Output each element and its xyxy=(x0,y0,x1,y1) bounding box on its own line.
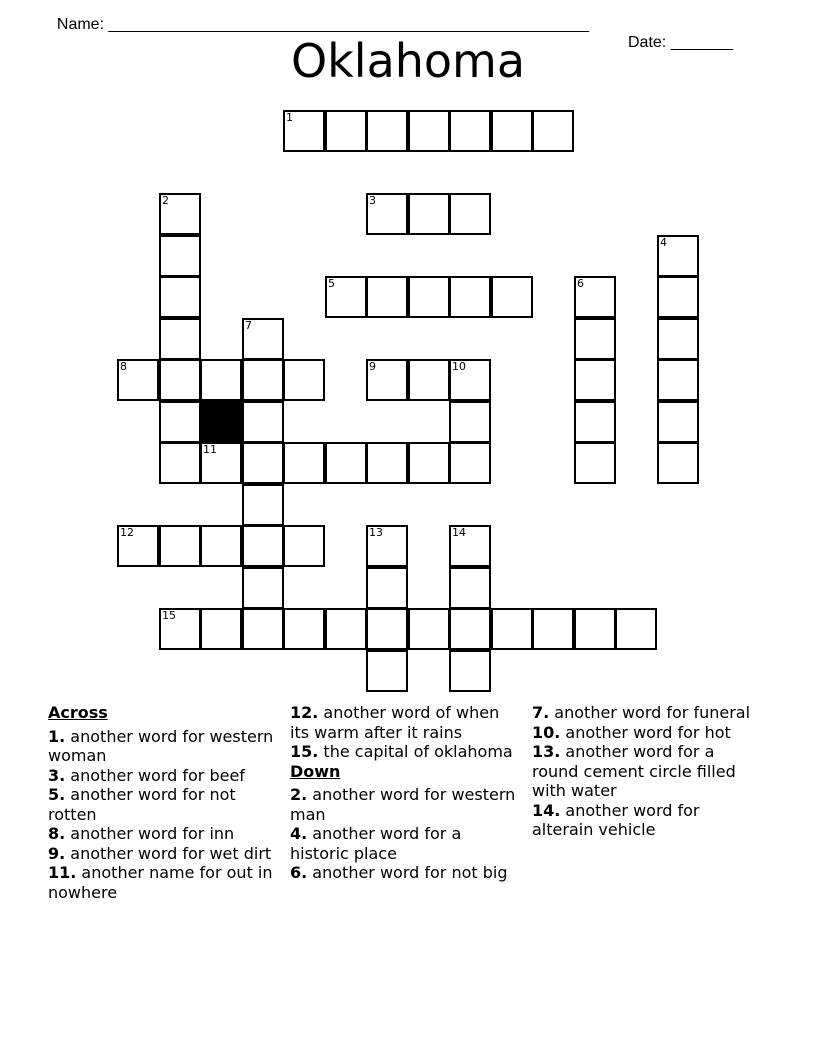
cell-number: 3 xyxy=(369,194,376,207)
grid-cell[interactable] xyxy=(242,359,284,401)
grid-cell[interactable] xyxy=(408,193,450,235)
clue-across-11: 11. another name for out in nowhere xyxy=(48,863,273,902)
grid-cell[interactable] xyxy=(574,401,616,443)
grid-cell[interactable] xyxy=(449,650,491,692)
cell-number: 5 xyxy=(328,277,335,290)
cell-number: 12 xyxy=(120,526,134,539)
grid-cell[interactable] xyxy=(491,110,533,152)
grid-cell[interactable] xyxy=(449,359,491,401)
grid-cell[interactable] xyxy=(200,608,242,650)
grid-cell[interactable] xyxy=(408,608,450,650)
grid-cell[interactable] xyxy=(449,567,491,609)
grid-cell[interactable] xyxy=(242,525,284,567)
grid-cell[interactable] xyxy=(366,567,408,609)
clue-down-10: 10. another word for hot xyxy=(532,722,731,742)
cell-number: 8 xyxy=(120,360,127,373)
cell-number: 13 xyxy=(369,526,383,539)
grid-cell[interactable] xyxy=(366,525,408,567)
cell-number: 14 xyxy=(452,526,466,539)
grid-cell[interactable] xyxy=(532,608,574,650)
grid-cell[interactable] xyxy=(408,442,450,484)
grid-cell[interactable] xyxy=(283,110,325,152)
clue-across-3: 3. another word for beef xyxy=(48,765,245,785)
clue-down-14: 14. another word for alterain vehicle xyxy=(532,800,700,839)
grid-cell[interactable] xyxy=(657,276,699,318)
clue-down-4: 4. another word for a historic place xyxy=(290,824,462,863)
grid-cell[interactable] xyxy=(159,193,201,235)
cell-number: 1 xyxy=(286,111,293,124)
grid-cell[interactable] xyxy=(366,442,408,484)
name-field-label[interactable]: Name: ______________________________________________________ xyxy=(56,16,589,33)
clue-column-1 xyxy=(48,703,276,902)
clue-down-13: 13. another word for a round cement circle filled with water xyxy=(532,742,736,800)
grid-cell[interactable] xyxy=(117,359,159,401)
clue-across-12: 12. another word of when its warm after it rains xyxy=(290,703,500,742)
cell-number: 7 xyxy=(245,319,252,332)
grid-cell[interactable] xyxy=(449,193,491,235)
down-heading: Down xyxy=(290,761,341,781)
grid-cell[interactable] xyxy=(159,359,201,401)
grid-cell[interactable] xyxy=(242,484,284,526)
grid-cell[interactable] xyxy=(615,608,657,650)
cell-number: 2 xyxy=(162,194,169,207)
grid-cell[interactable] xyxy=(574,442,616,484)
clue-down-6: 6. another word for not big xyxy=(290,863,508,882)
clue-across-1: 1. another word for western woman xyxy=(48,726,274,765)
grid-cell[interactable] xyxy=(657,442,699,484)
across-heading: Across xyxy=(48,703,108,722)
grid-cell[interactable] xyxy=(491,608,533,650)
grid-cell[interactable] xyxy=(283,442,325,484)
grid-cell[interactable] xyxy=(283,608,325,650)
grid-cell[interactable] xyxy=(283,525,325,567)
grid-cell[interactable] xyxy=(242,567,284,609)
grid-cell[interactable] xyxy=(242,442,284,484)
grid-cell[interactable] xyxy=(200,442,242,484)
grid-cell[interactable] xyxy=(366,193,408,235)
grid-cell[interactable] xyxy=(325,276,367,318)
grid-cell[interactable] xyxy=(657,359,699,401)
cell-number: 11 xyxy=(203,443,217,456)
grid-cell[interactable] xyxy=(283,359,325,401)
grid-cell[interactable] xyxy=(449,442,491,484)
grid-cell[interactable] xyxy=(325,608,367,650)
grid-cell[interactable] xyxy=(491,276,533,318)
grid-cell[interactable] xyxy=(408,276,450,318)
grid-cell[interactable] xyxy=(366,650,408,692)
grid-cell[interactable] xyxy=(574,359,616,401)
grid-cell[interactable] xyxy=(657,401,699,443)
cell-number: 6 xyxy=(577,277,584,290)
grid-cell[interactable] xyxy=(408,110,450,152)
grid-cell[interactable] xyxy=(159,401,201,443)
grid-cell[interactable] xyxy=(532,110,574,152)
grid-cell[interactable] xyxy=(366,608,408,650)
clue-column-3 xyxy=(532,703,760,840)
grid-cell[interactable] xyxy=(574,608,616,650)
grid-cell[interactable] xyxy=(117,525,159,567)
cell-number: 9 xyxy=(369,360,376,373)
grid-cell[interactable] xyxy=(449,110,491,152)
grid-cell[interactable] xyxy=(200,359,242,401)
clue-down-7: 7. another word for funeral xyxy=(532,703,751,722)
date-field-label[interactable]: Date: _______ xyxy=(628,34,733,51)
grid-cell[interactable] xyxy=(242,318,284,360)
grid-cell[interactable] xyxy=(159,608,201,650)
grid-cell[interactable] xyxy=(449,525,491,567)
grid-cell[interactable] xyxy=(449,401,491,443)
grid-cell[interactable] xyxy=(200,525,242,567)
grid-cell[interactable] xyxy=(159,525,201,567)
black-cell xyxy=(200,401,242,443)
puzzle-title: Oklahoma xyxy=(290,34,526,88)
grid-cell[interactable] xyxy=(159,235,201,277)
clue-down-2: 2. another word for western man xyxy=(290,785,516,824)
grid-cell[interactable] xyxy=(449,608,491,650)
clue-across-8: 8. another word for inn xyxy=(48,824,235,843)
grid-cell[interactable] xyxy=(242,401,284,443)
cell-number: 4 xyxy=(660,236,667,249)
clue-across-5: 5. another word for not rotten xyxy=(48,785,236,824)
grid-cell[interactable] xyxy=(325,442,367,484)
grid-cell[interactable] xyxy=(574,276,616,318)
clue-across-9: 9. another word for wet dirt xyxy=(48,843,272,863)
grid-cell[interactable] xyxy=(408,359,450,401)
clue-across-15: 15. the capital of oklahoma xyxy=(290,742,513,761)
grid-cell[interactable] xyxy=(366,276,408,318)
grid-cell[interactable] xyxy=(159,318,201,360)
cell-number: 15 xyxy=(162,609,176,622)
cell-number: 10 xyxy=(452,360,466,373)
grid-cell[interactable] xyxy=(159,276,201,318)
grid-cell[interactable] xyxy=(657,235,699,277)
grid-cell[interactable] xyxy=(574,318,616,360)
grid-cell[interactable] xyxy=(159,442,201,484)
grid-cell[interactable] xyxy=(449,276,491,318)
grid-cell[interactable] xyxy=(242,608,284,650)
grid-cell[interactable] xyxy=(325,110,367,152)
clue-column-2 xyxy=(290,703,518,883)
grid-cell[interactable] xyxy=(657,318,699,360)
grid-cell[interactable] xyxy=(366,110,408,152)
grid-cell[interactable] xyxy=(366,359,408,401)
